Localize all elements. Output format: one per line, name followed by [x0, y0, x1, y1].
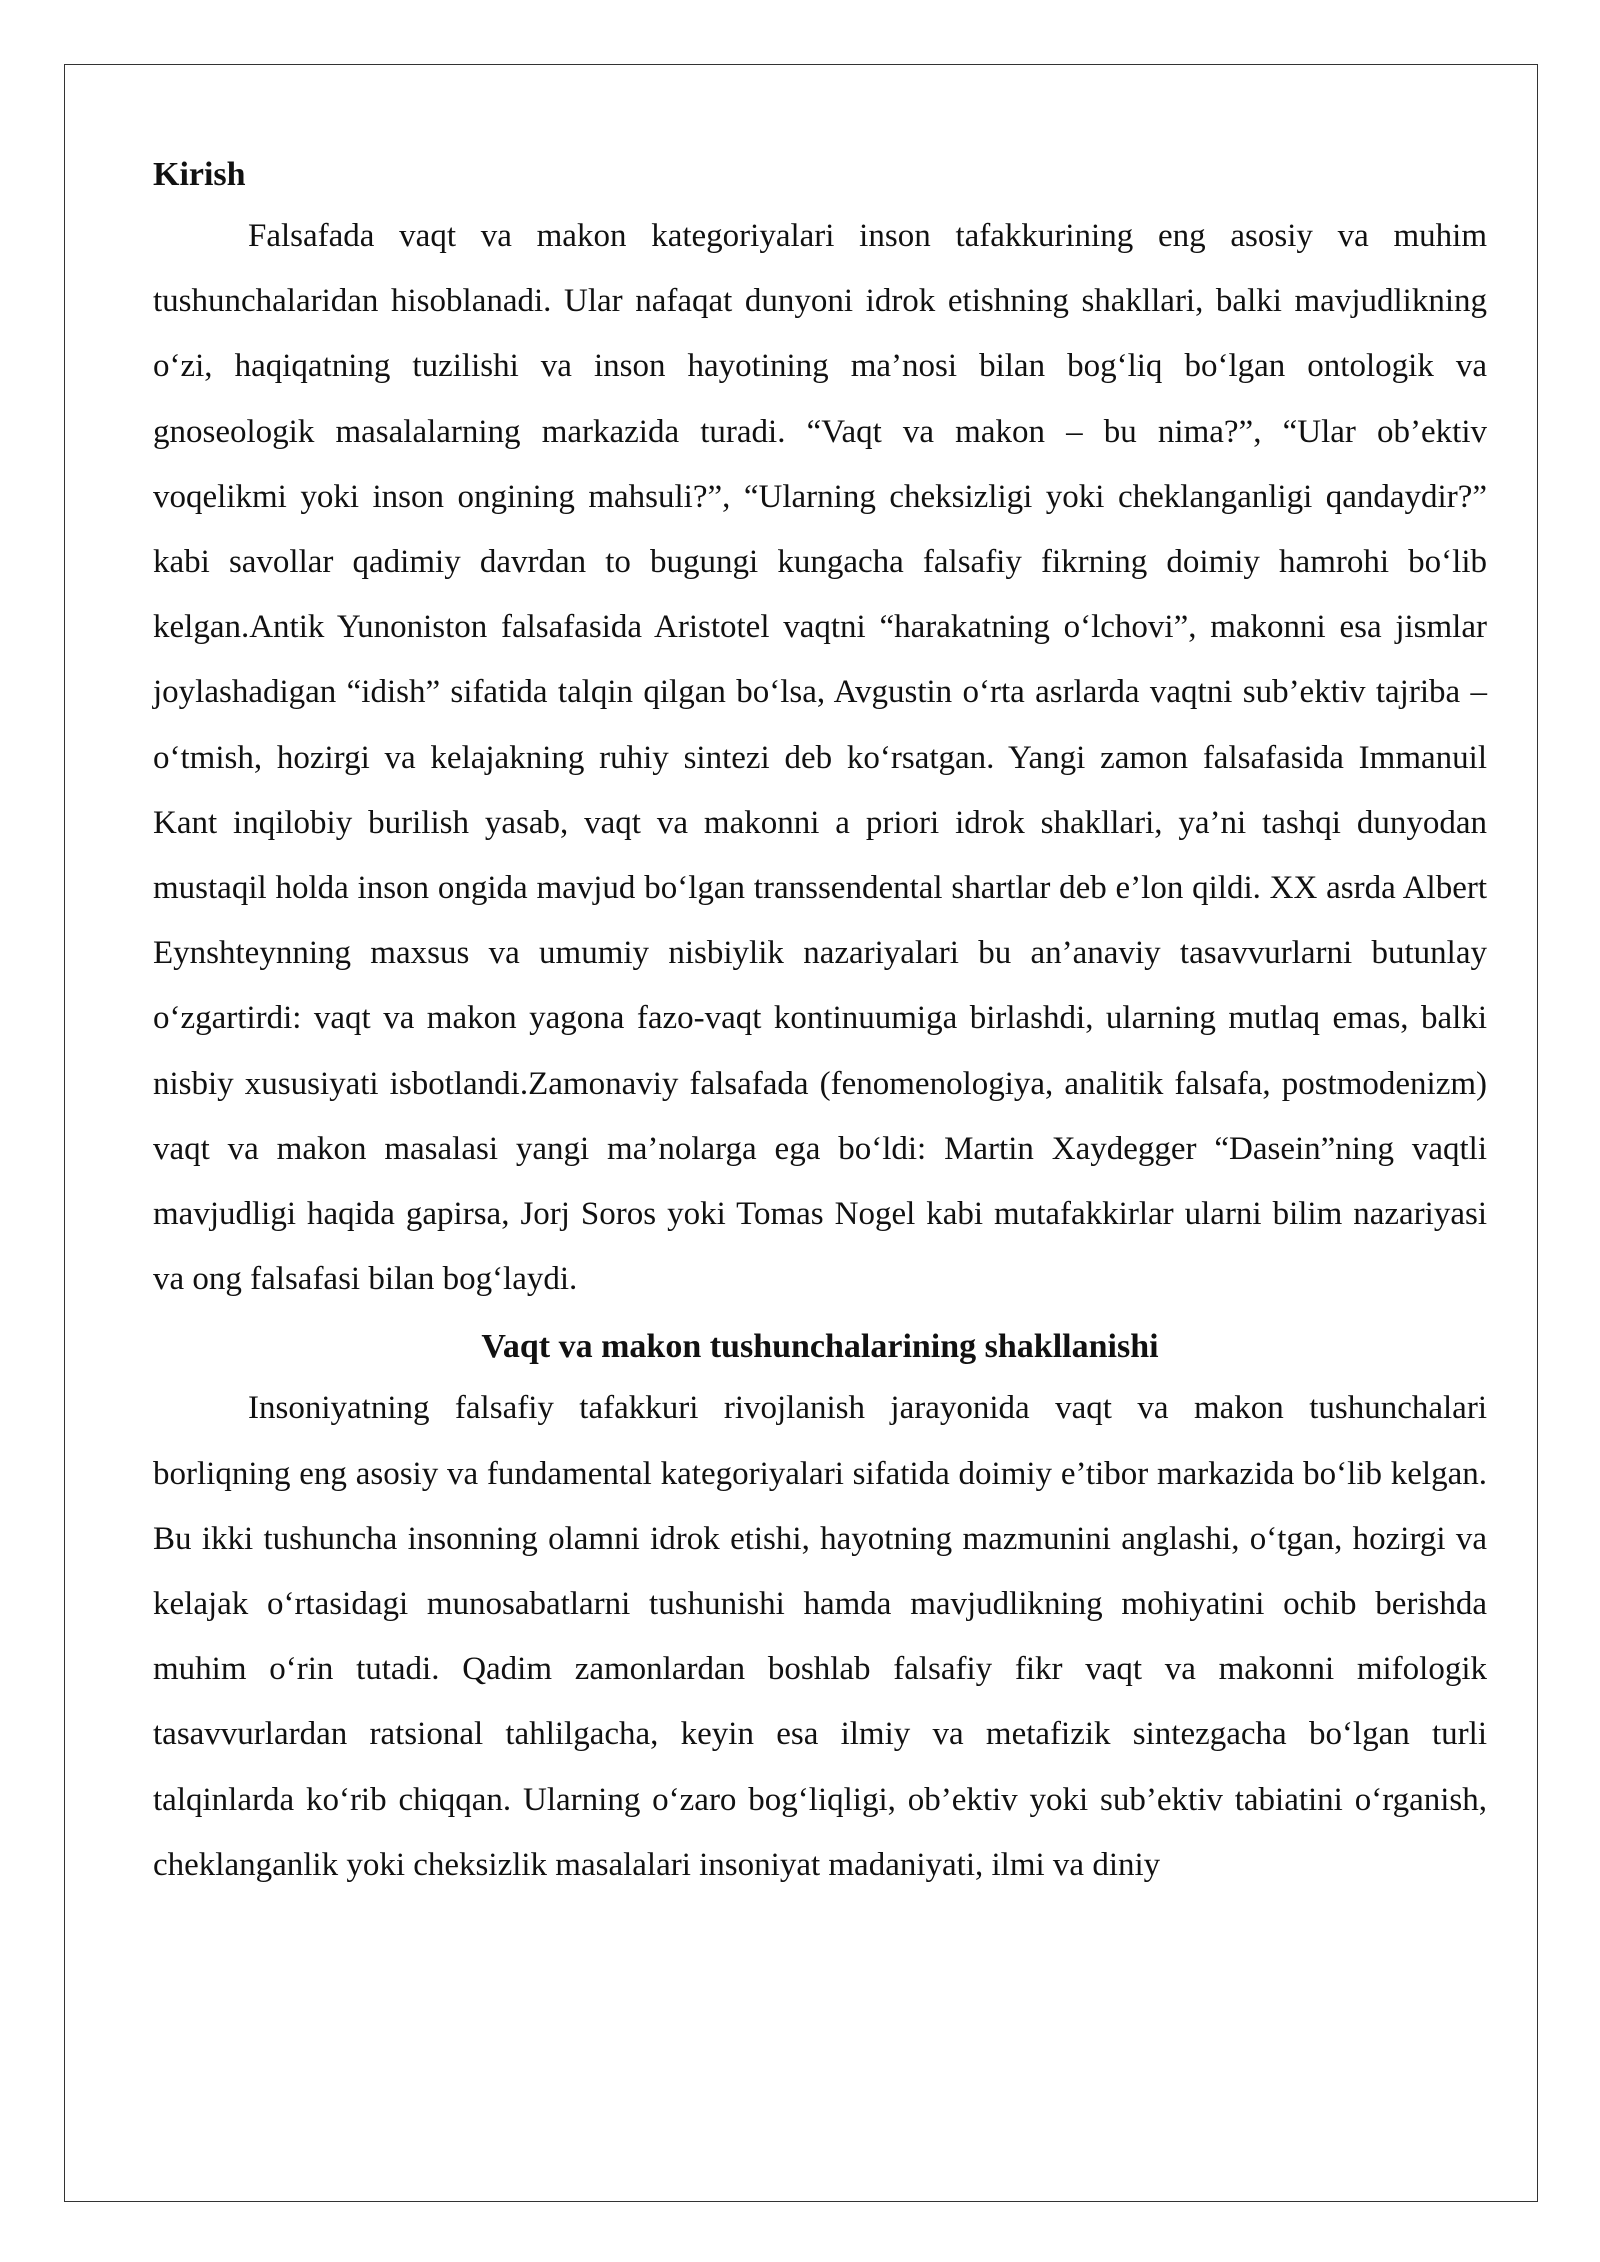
- section-heading: Vaqt va makon tushunchalarining shakllanishi: [481, 1328, 1159, 1366]
- intro-heading: Kirish: [153, 156, 246, 193]
- intro-paragraph: Falsafada vaqt va makon kategoriyalari inson tafakkurining eng asosiy va muhim tushunchalaridan hisoblanadi. Ular nafaqat dunyoni idrok etishning shakllari, balki mavjudlikning o‘zi, haqiqatning tuzilishi va inson hayotining ma’nosi bilan bog‘liq bo‘lgan ontologik va gnoseologik masalalarning markazida turadi. “Vaqt va makon – bu nima?”, “Ular ob’ektiv voqelikmi yoki inson ongining mahsuli?”, “Ularning cheksizligi yoki cheklanganligi qandaydir?” kabi savollar qadimiy davrdan to bugungi kungacha falsafiy fikrning doimiy hamrohi bo‘lib kelgan.Antik Yunoniston falsafasida Aristotel vaqtni “harakatning o‘lchovi”, makonni esa jismlar joylashadigan “idish” sifatida talqin qilgan bo‘lsa, Avgustin o‘rta asrlarda vaqtni sub’ektiv tajriba – o‘tmish, hozirgi va kelajakning ruhiy sintezi deb ko‘rsatgan. Yangi zamon falsafasida Immanuil Kant inqilobiy burilish yasab, vaqt va makonni a priori idrok shakllari, ya’ni tashqi dunyodan mustaqil holda inson ongida mavjud bo‘lgan transsendental shartlar deb e’lon qildi. XX asrda Albert Eynshteynning maxsus va umumiy nisbiylik nazariyalari bu an’anaviy tasavvurlarni butunlay o‘zgartirdi: vaqt va makon yagona fazo-vaqt kontinuumiga birlashdi, ularning mutlaq emas, balki nisbiy xususiyati isbotlandi.Zamonaviy falsafada (fenomenologiya, analitik falsafa, postmodenizm) vaqt va makon masalasi yangi ma’nolarga ega bo‘ldi: Martin Xaydegger “Dasein”ning vaqtli mavjudligi haqida gapirsa, Jorj Soros yoki Tomas Nogel kabi mutafakkirlar ularni bilim nazariyasi va ong falsafasi bilan bog‘laydi.: [153, 218, 1487, 1298]
- document-body: [153, 146, 1487, 1898]
- section-paragraph: Insoniyatning falsafiy tafakkuri rivojlanish jarayonida vaqt va makon tushunchalari borliqning eng asosiy va fundamental kategoriyalari sifatida doimiy e’tibor markazida bo‘lib kelgan. Bu ikki tushuncha insonning olamni idrok etishi, hayotning mazmunini anglashi, o‘tgan, hozirgi va kelajak o‘rtasidagi munosabatlarni tushunishi hamda mavjudlikning mohiyatini ochib berishda muhim o‘rin tutadi. Qadim zamonlardan boshlab falsafiy fikr vaqt va makonni mifologik tasavvurlardan ratsional tahlilgacha, keyin esa ilmiy va metafizik sintezgacha bo‘lgan turli talqinlarda ko‘rib chiqqan. Ularning o‘zaro bog‘liqligi, ob’ektiv yoki sub’ektiv tabiatini o‘rganish, cheklanganlik yoki cheksizlik masalalari insoniyat madaniyati, ilmi va diniy: [153, 1390, 1487, 1883]
